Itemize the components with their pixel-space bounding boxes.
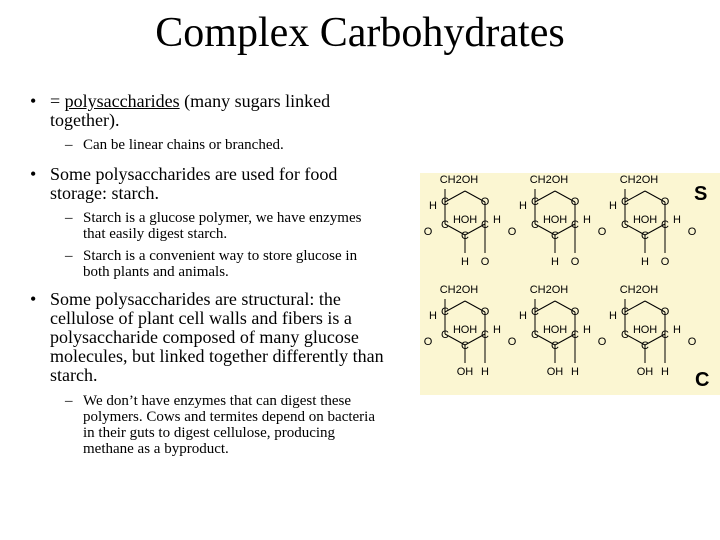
polysaccharide-structure-figure <box>420 173 720 395</box>
hydrogen-label: H <box>519 200 527 212</box>
link-oxygen-label: O <box>660 256 670 268</box>
link-oxygen-label: O <box>507 336 517 348</box>
hydroxyl-label: OH <box>456 366 474 378</box>
ch2oh-label: CH2OH <box>619 174 659 186</box>
hydrogen-label: H <box>661 366 669 378</box>
atom-label: C <box>641 340 649 352</box>
cellulose-label: C <box>695 369 710 391</box>
link-oxygen-label: O <box>423 336 433 348</box>
atom-label: C <box>661 329 669 341</box>
dash-marker: – <box>65 210 73 226</box>
hydrogen-label: H <box>481 366 489 378</box>
atom-label: C <box>621 329 629 341</box>
ring-oxygen-label: O <box>570 306 580 318</box>
bullet-marker: • <box>30 164 37 184</box>
ring-oxygen-label: O <box>660 306 670 318</box>
link-oxygen-label: O <box>507 226 517 238</box>
link-oxygen-label: O <box>687 226 697 238</box>
bullet-item: • = polysaccharides (many sugars linked together). <box>30 91 331 130</box>
atom-label: C <box>551 230 559 242</box>
hydroxyl-label: OH <box>546 366 564 378</box>
hydrogen-label: H <box>519 310 527 322</box>
atom-label: C <box>531 219 539 231</box>
hydrogen-label: H <box>493 214 501 226</box>
ring-oxygen-label: O <box>480 306 490 318</box>
atom-label: C <box>641 230 649 242</box>
hydrogen-label: H <box>609 200 617 212</box>
hydrogen-label: H <box>543 324 551 336</box>
atom-label: C <box>531 329 539 341</box>
hydroxyl-label: OH <box>460 324 478 336</box>
link-oxygen-label: O <box>570 256 580 268</box>
atom-label: C <box>481 219 489 231</box>
atom-label: C <box>661 219 669 231</box>
hydroxyl-label: OH <box>636 366 654 378</box>
hydrogen-label: H <box>453 214 461 226</box>
ring-oxygen-label: O <box>660 196 670 208</box>
hydrogen-label: H <box>641 256 649 268</box>
bullet-item: • Some polysaccharides are structural: the cellulose of plant cell walls and fibers is a polysaccharide composed of many glucose molecules, but linked together differently than starch. <box>30 289 384 385</box>
hydrogen-label: H <box>493 324 501 336</box>
hydrogen-label: H <box>583 214 591 226</box>
ring-oxygen-label: O <box>570 196 580 208</box>
atom-label: C <box>571 219 579 231</box>
hydrogen-label: H <box>571 366 579 378</box>
atom-label: C <box>621 306 629 318</box>
ch2oh-label: CH2OH <box>439 284 479 296</box>
hydrogen-label: H <box>543 214 551 226</box>
hydrogen-label: H <box>551 256 559 268</box>
atom-label: C <box>441 306 449 318</box>
dash-marker: – <box>65 393 73 409</box>
hydrogen-label: H <box>673 214 681 226</box>
dash-marker: – <box>65 137 73 153</box>
atom-label: C <box>461 340 469 352</box>
atom-label: C <box>551 340 559 352</box>
hydrogen-label: H <box>673 324 681 336</box>
ch2oh-label: CH2OH <box>529 284 569 296</box>
ch2oh-label: CH2OH <box>619 284 659 296</box>
bullet-item: • Some polysaccharides are used for food storage: starch. <box>30 164 338 203</box>
hydrogen-label: H <box>429 310 437 322</box>
hydrogen-label: H <box>453 324 461 336</box>
sub-bullet-item: – Can be linear chains or branched. <box>65 137 284 153</box>
hydroxyl-label: OH <box>550 324 568 336</box>
atom-label: C <box>441 196 449 208</box>
hydrogen-label: H <box>429 200 437 212</box>
atom-label: C <box>461 230 469 242</box>
atom-label: C <box>571 329 579 341</box>
bullet-marker: • <box>30 91 37 111</box>
sub-bullet-item: – We don’t have enzymes that can digest these polymers. Cows and termites depend on bacteria in their guts to digest cellulose, producing methane as a byproduct. <box>65 393 376 457</box>
polysaccharides-term: polysaccharides <box>64 91 180 111</box>
hydrogen-label: H <box>633 214 641 226</box>
sub-bullet-item: – Starch is a convenient way to store glucose in both plants and animals. <box>65 248 358 280</box>
bullet-list <box>30 92 385 457</box>
ch2oh-label: CH2OH <box>529 174 569 186</box>
link-oxygen-label: O <box>597 226 607 238</box>
hydroxyl-label: OH <box>640 324 658 336</box>
link-oxygen-label: O <box>480 256 490 268</box>
link-oxygen-label: O <box>597 336 607 348</box>
hydrogen-label: H <box>583 324 591 336</box>
hydroxyl-label: OH <box>550 214 568 226</box>
slide-title: Complex Carbohydrates <box>155 10 565 56</box>
atom-label: C <box>531 306 539 318</box>
atom-label: C <box>441 219 449 231</box>
link-oxygen-label: O <box>687 336 697 348</box>
hydroxyl-label: OH <box>640 214 658 226</box>
dash-marker: – <box>65 248 73 264</box>
atom-label: C <box>481 329 489 341</box>
hydrogen-label: H <box>609 310 617 322</box>
atom-label: C <box>531 196 539 208</box>
atom-label: C <box>441 329 449 341</box>
hydroxyl-label: OH <box>460 214 478 226</box>
sub-bullet-item: – Starch is a glucose polymer, we have enzymes that easily digest starch. <box>65 210 362 242</box>
bullet-marker: • <box>30 289 37 309</box>
atom-label: C <box>621 196 629 208</box>
hydrogen-label: H <box>461 256 469 268</box>
ch2oh-label: CH2OH <box>439 174 479 186</box>
starch-label: S <box>694 183 708 205</box>
atom-label: C <box>621 219 629 231</box>
ring-oxygen-label: O <box>480 196 490 208</box>
link-oxygen-label: O <box>423 226 433 238</box>
hydrogen-label: H <box>633 324 641 336</box>
